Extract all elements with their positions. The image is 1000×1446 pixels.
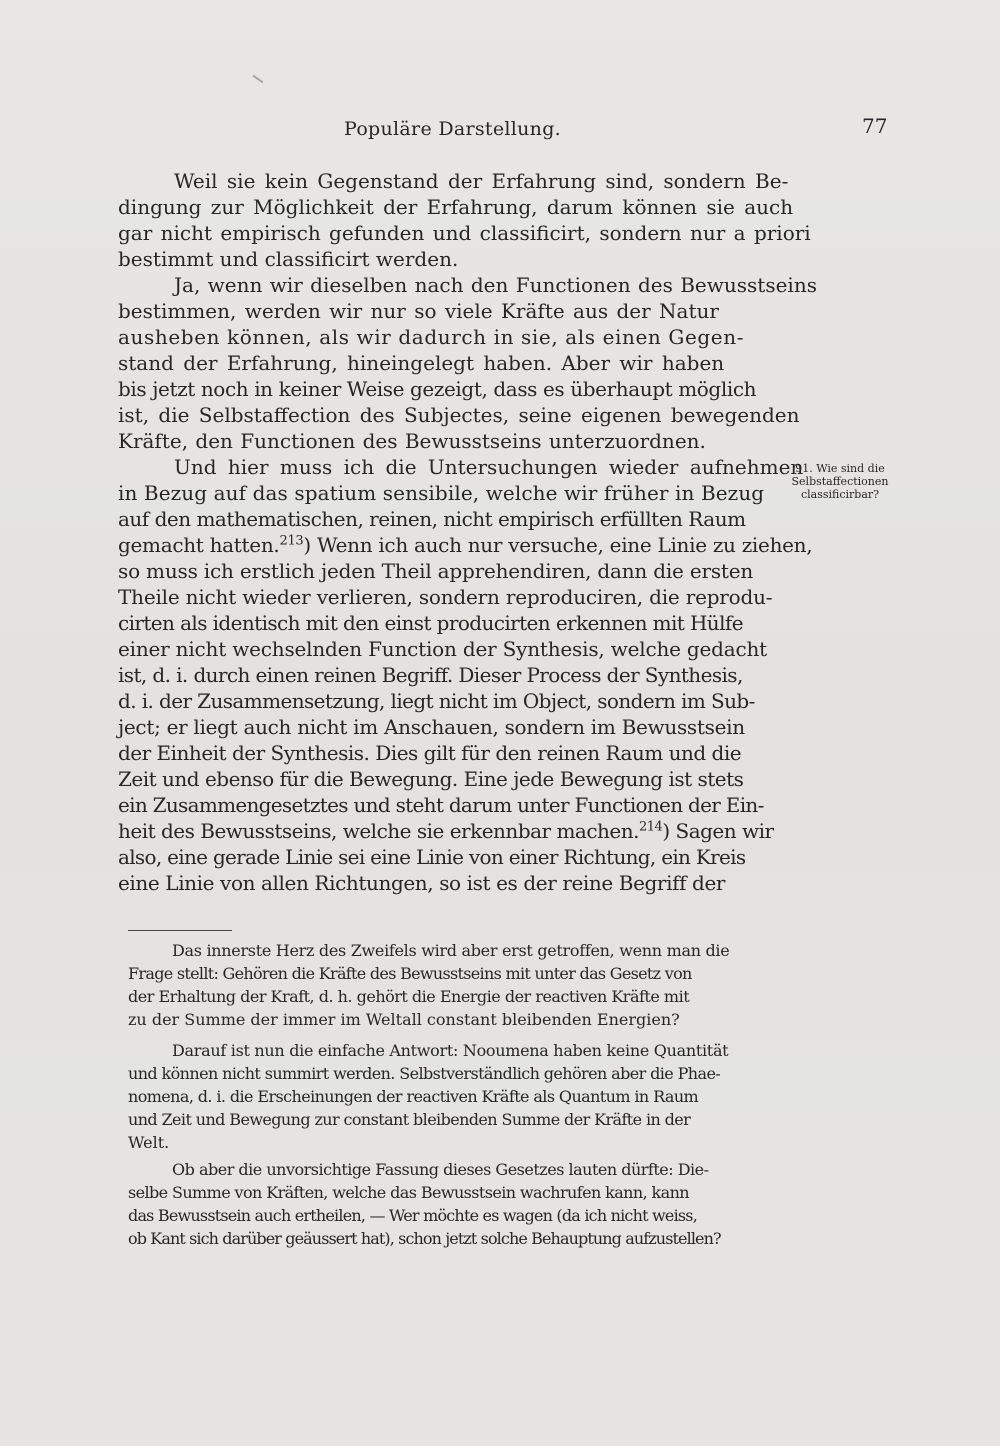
footnote-line: und können nicht summirt werden. Selbstverständlich gehören aber die Phae- (128, 1064, 721, 1083)
text-line: der Einheit der Synthesis. Dies gilt für den reinen Raum und die (118, 741, 742, 765)
margin-note-line: Selbstaffectionen (791, 475, 889, 488)
footnote-line: Darauf ist nun die einfache Antwort: Nooumena haben keine Quantität (172, 1041, 729, 1060)
text-line (118, 818, 774, 844)
running-title: Populäre Darstellung. (344, 118, 562, 140)
text-segment: ) Sagen wir (662, 819, 774, 843)
text-line: also, eine gerade Linie sei eine Linie von einer Richtung, ein Kreis (118, 845, 746, 869)
text-line: gar nicht empirisch gefunden und classificirt, sondern nur a priori (118, 221, 811, 245)
text-line: cirten als identisch mit den einst producirten erkennen mit Hülfe (118, 611, 743, 635)
footnote-reference: 214 (639, 819, 663, 835)
text-line: Zeit und ebenso für die Bewegung. Eine jede Bewegung ist stets (118, 767, 744, 791)
text-line: ist, die Selbstaffection des Subjectes, seine eigenen bewegenden (118, 403, 800, 427)
text-line: Kräfte, den Functionen des Bewusstseins unterzuordnen. (118, 429, 706, 453)
text-line: so muss ich erstlich jeden Theil apprehendiren, dann die ersten (118, 559, 754, 583)
text-line: bestimmt und classificirt werden. (118, 247, 459, 271)
stray-mark (253, 75, 264, 84)
text-line: in Bezug auf das spatium sensibile, welche wir früher in Bezug (118, 481, 765, 505)
footnote-reference: 213 (279, 533, 304, 549)
page-number: 77 (862, 114, 888, 138)
footnote-line: zu der Summe der immer im Weltall constant bleibenden Energien? (128, 1010, 680, 1029)
footnote-line: das Bewusstsein auch ertheilen, — Wer möchte es wagen (da ich nicht weiss, (128, 1206, 697, 1225)
text-line: Ja, wenn wir dieselben nach den Functionen des Bewusstseins (174, 273, 817, 297)
text-line: Weil sie kein Gegenstand der Erfahrung sind, sondern Be- (174, 169, 789, 193)
text-line: einer nicht wechselnden Function der Synthesis, welche gedacht (118, 637, 768, 661)
footnote-line: nomena, d. i. die Erscheinungen der reactiven Kräfte als Quantum in Raum (128, 1087, 699, 1106)
text-line: ausheben können, als wir dadurch in sie, als einen Gegen- (118, 325, 745, 349)
footnote-line: Das innerste Herz des Zweifels wird aber erst getroffen, wenn man die (172, 941, 730, 960)
text-line: d. i. der Zusammensetzung, liegt nicht im Object, sondern im Sub- (118, 689, 755, 713)
footnote-line: Welt. (128, 1133, 170, 1152)
margin-note (778, 462, 902, 501)
text-line: bestimmen, werden wir nur so viele Kräfte aus der Natur (118, 299, 719, 323)
footnote-line: Ob aber die unvorsichtige Fassung dieses Gesetzes lauten dürfte: Die- (172, 1160, 709, 1179)
margin-note-line: classificirbar? (800, 488, 880, 501)
footnote-line: der Erhaltung der Kraft, d. h. gehört die Energie der reactiven Kräfte mit (128, 987, 690, 1006)
text-line: ist, d. i. durch einen reinen Begriff. Dieser Process der Synthesis, (118, 663, 743, 687)
text-line: Theile nicht wieder verlieren, sondern reproduciren, die reprodu- (118, 585, 773, 609)
footnote-line: Frage stellt: Gehören die Kräfte des Bewusstseins mit unter das Gesetz von (128, 964, 692, 983)
text-line: dingung zur Möglichkeit der Erfahrung, darum können sie auch (118, 195, 794, 219)
text-line: Und hier muss ich die Untersuchungen wieder aufnehmen (174, 455, 804, 479)
text-line: ject; er liegt auch nicht im Anschauen, sondern im Bewusstsein (118, 715, 745, 739)
text-segment: heit des Bewusstseins, welche sie erkennbar machen. (118, 819, 640, 843)
text-line: eine Linie von allen Richtungen, so ist es der reine Begriff der (118, 871, 726, 895)
text-line: auf den mathematischen, reinen, nicht empirisch erfüllten Raum (118, 507, 746, 531)
text-line: stand der Erfahrung, hineingelegt haben. Aber wir haben (118, 351, 725, 375)
footnote-line: selbe Summe von Kräften, welche das Bewusstsein wachrufen kann, kann (128, 1183, 689, 1202)
footnote-line: und Zeit und Bewegung zur constant bleibenden Summe der Kräfte in der (128, 1110, 691, 1129)
text-segment: ) Wenn ich auch nur versuche, eine Linie zu ziehen, (303, 533, 813, 557)
text-line (118, 532, 812, 558)
text-line: bis jetzt noch in keiner Weise gezeigt, dass es überhaupt möglich (118, 377, 757, 401)
text-line: ein Zusammengesetztes und steht darum unter Functionen der Ein- (118, 793, 764, 817)
text-segment: gemacht hatten. (118, 533, 280, 557)
footnote-divider (128, 930, 232, 931)
footnote-line: ob Kant sich darüber geäussert hat), schon jetzt solche Behauptung aufzustellen? (128, 1229, 721, 1248)
margin-note-line: 91. Wie sind die (795, 462, 885, 475)
